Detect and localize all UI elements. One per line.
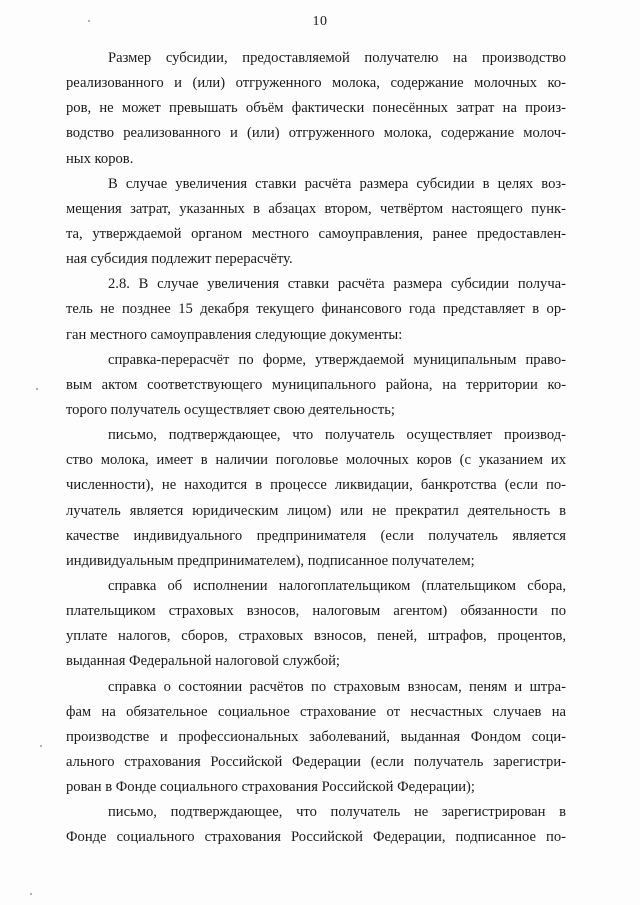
text-line: качестве индивидуального предпринимателя (если получатель является <box>66 527 566 544</box>
text-line: водство реализованного и (или) отгруженного молока, содержание молоч- <box>66 125 566 142</box>
text-line: уплате налогов, сборов, страховых взносов, пеней, штрафов, процентов, <box>66 628 566 645</box>
body-text <box>66 46 566 851</box>
text-line: письмо, подтверждающее, что получатель не зарегистрирован в <box>108 804 566 821</box>
text-line: справка-перерасчёт по форме, утверждаемой муниципальным право- <box>108 351 566 368</box>
text-line: ных коров. <box>66 150 134 167</box>
text-line: фам на обязательное социальное страхование от несчастных случаев на <box>66 703 566 720</box>
text-line: выданная Федеральной налоговой службой; <box>66 653 340 670</box>
scan-speck <box>30 893 32 895</box>
text-line: тель не позднее 15 декабря текущего финансового года представляет в ор- <box>66 301 566 318</box>
text-line: Фонде социального страхования Российской Федерации, подписанное по- <box>66 829 566 846</box>
text-line: плательщиком страховых взносов, налоговым агентом) обязанности по <box>66 603 566 620</box>
text-line: 2.8. В случае увеличения ставки расчёта размера субсидии получа- <box>108 276 566 293</box>
page-number: 10 <box>312 14 328 29</box>
text-line: реализованного и (или) отгруженного молока, содержание молочных ко- <box>66 75 566 92</box>
text-line: справка о состоянии расчётов по страховым взносам, пеням и штра- <box>108 678 566 695</box>
text-line: ство молока, имеет в наличии поголовье молочных коров (с указанием их <box>66 452 566 469</box>
text-line: ган местного самоуправления следующие документы: <box>66 326 403 343</box>
scan-speck <box>88 20 90 22</box>
text-line: мещения затрат, указанных в абзацах втором, четвёртом настоящего пунк- <box>66 200 566 217</box>
text-line: вым актом соответствующего муниципального района, на территории ко- <box>66 376 566 393</box>
text-line: письмо, подтверждающее, что получатель осуществляет производ- <box>108 427 566 444</box>
scan-speck <box>40 745 42 747</box>
text-line: справка об исполнении налогоплательщиком (плательщиком сбора, <box>108 577 566 594</box>
text-line: производстве и профессиональных заболеваний, выданная Фондом соци- <box>66 728 566 745</box>
text-line: та, утверждаемой органом местного самоуправления, ранее предоставлен- <box>66 225 566 242</box>
text-line: численности), не находится в процессе ликвидации, банкротства (если по- <box>66 477 566 494</box>
text-line: ная субсидия подлежит перерасчёту. <box>66 251 293 268</box>
text-line: ального страхования Российской Федерации (если получатель зарегистри- <box>66 753 566 770</box>
text-line: индивидуальным предпринимателем), подписанное получателем; <box>66 552 475 569</box>
text-line: ров, не может превышать объём фактически понесённых затрат на произ- <box>66 100 566 117</box>
text-line: лучатель является юридическим лицом) или не прекратил деятельность в <box>66 502 566 519</box>
scan-speck <box>36 388 38 390</box>
text-line: В случае увеличения ставки расчёта размера субсидии в целях воз- <box>108 175 566 192</box>
text-line: торого получатель осуществляет свою деятельность; <box>66 401 395 418</box>
text-line: рован в Фонде социального страхования Российской Федерации); <box>66 779 475 796</box>
text-line: Размер субсидии, предоставляемой получателю на производство <box>108 50 566 66</box>
